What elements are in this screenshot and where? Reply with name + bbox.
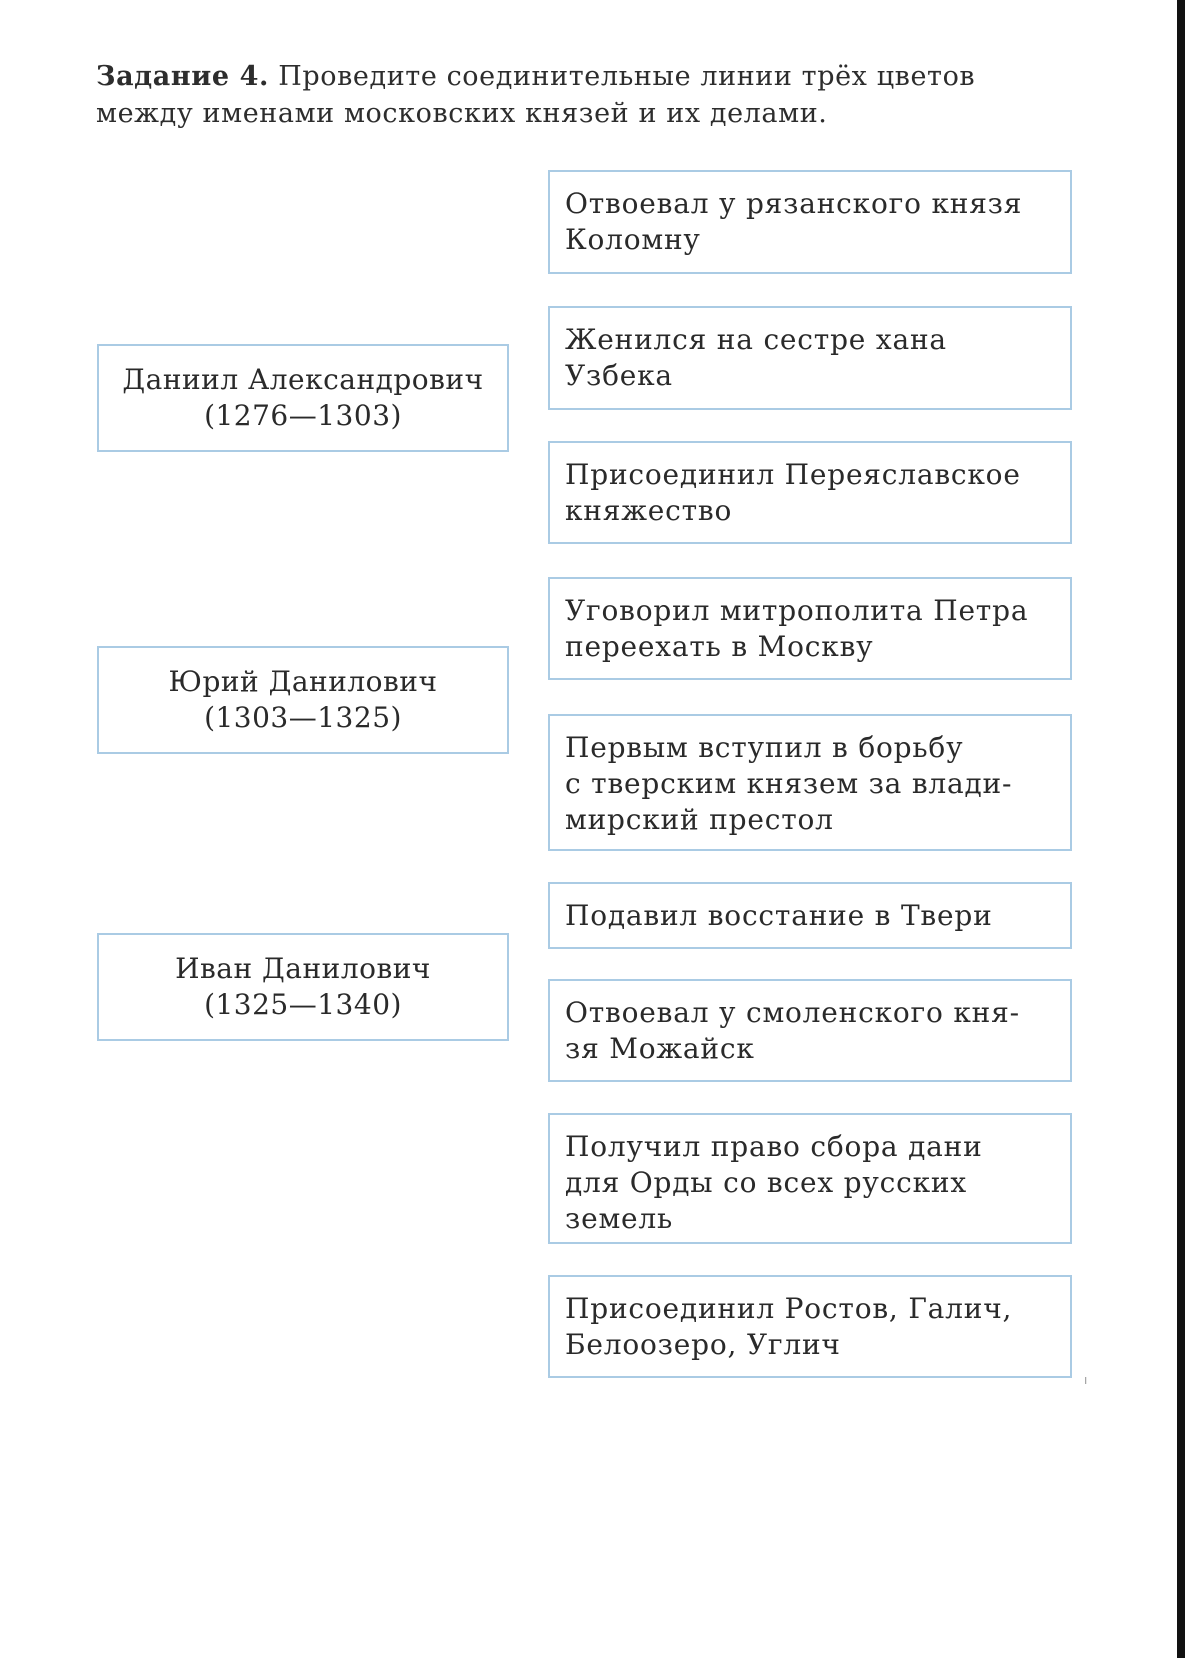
deed-box-kolomna[interactable]: Отвоевал у рязанского князя Коломну	[548, 170, 1072, 274]
page-edge	[1177, 0, 1185, 1658]
prince-box-yuri[interactable]	[97, 646, 509, 754]
task-instruction	[96, 58, 1076, 132]
prince-name: Иван Данилович	[175, 952, 431, 985]
prince-years: (1276—1303)	[204, 399, 402, 432]
prince-years: (1303—1325)	[204, 701, 402, 734]
prince-box-daniil[interactable]	[97, 344, 509, 452]
prince-name: Даниил Александрович	[122, 363, 484, 396]
deed-box-metropolitan-peter[interactable]: Уговорил митрополита Петра переехать в Москву	[548, 577, 1072, 680]
deed-box-tribute-right[interactable]: Получил право сбора дани для Орды со всех русских земель	[548, 1113, 1072, 1244]
task-text: Проведите соединительные линии трёх цветов между именами московских князей и их делами.	[96, 61, 976, 129]
deed-box-pereyaslavl[interactable]: Присоединил Переяславское княжество	[548, 441, 1072, 544]
deed-box-uzbek-sister[interactable]: Женился на сестре хана Узбека	[548, 306, 1072, 410]
prince-years: (1325—1340)	[204, 988, 402, 1021]
scan-mark: ı	[1084, 1373, 1088, 1387]
deed-box-tver-uprising[interactable]: Подавил восстание в Твери	[548, 882, 1072, 949]
deed-box-mozhaysk[interactable]: Отвоевал у смоленского кня- зя Можайск	[548, 979, 1072, 1082]
prince-name: Юрий Данилович	[168, 665, 438, 698]
prince-box-ivan[interactable]	[97, 933, 509, 1041]
deed-box-tver-struggle[interactable]: Первым вступил в борьбу с тверским князем за влади- мирский престол	[548, 714, 1072, 851]
deed-box-rostov-galich[interactable]: Присоединил Ростов, Галич, Белоозеро, Углич	[548, 1275, 1072, 1378]
task-label: Задание 4.	[96, 61, 270, 92]
